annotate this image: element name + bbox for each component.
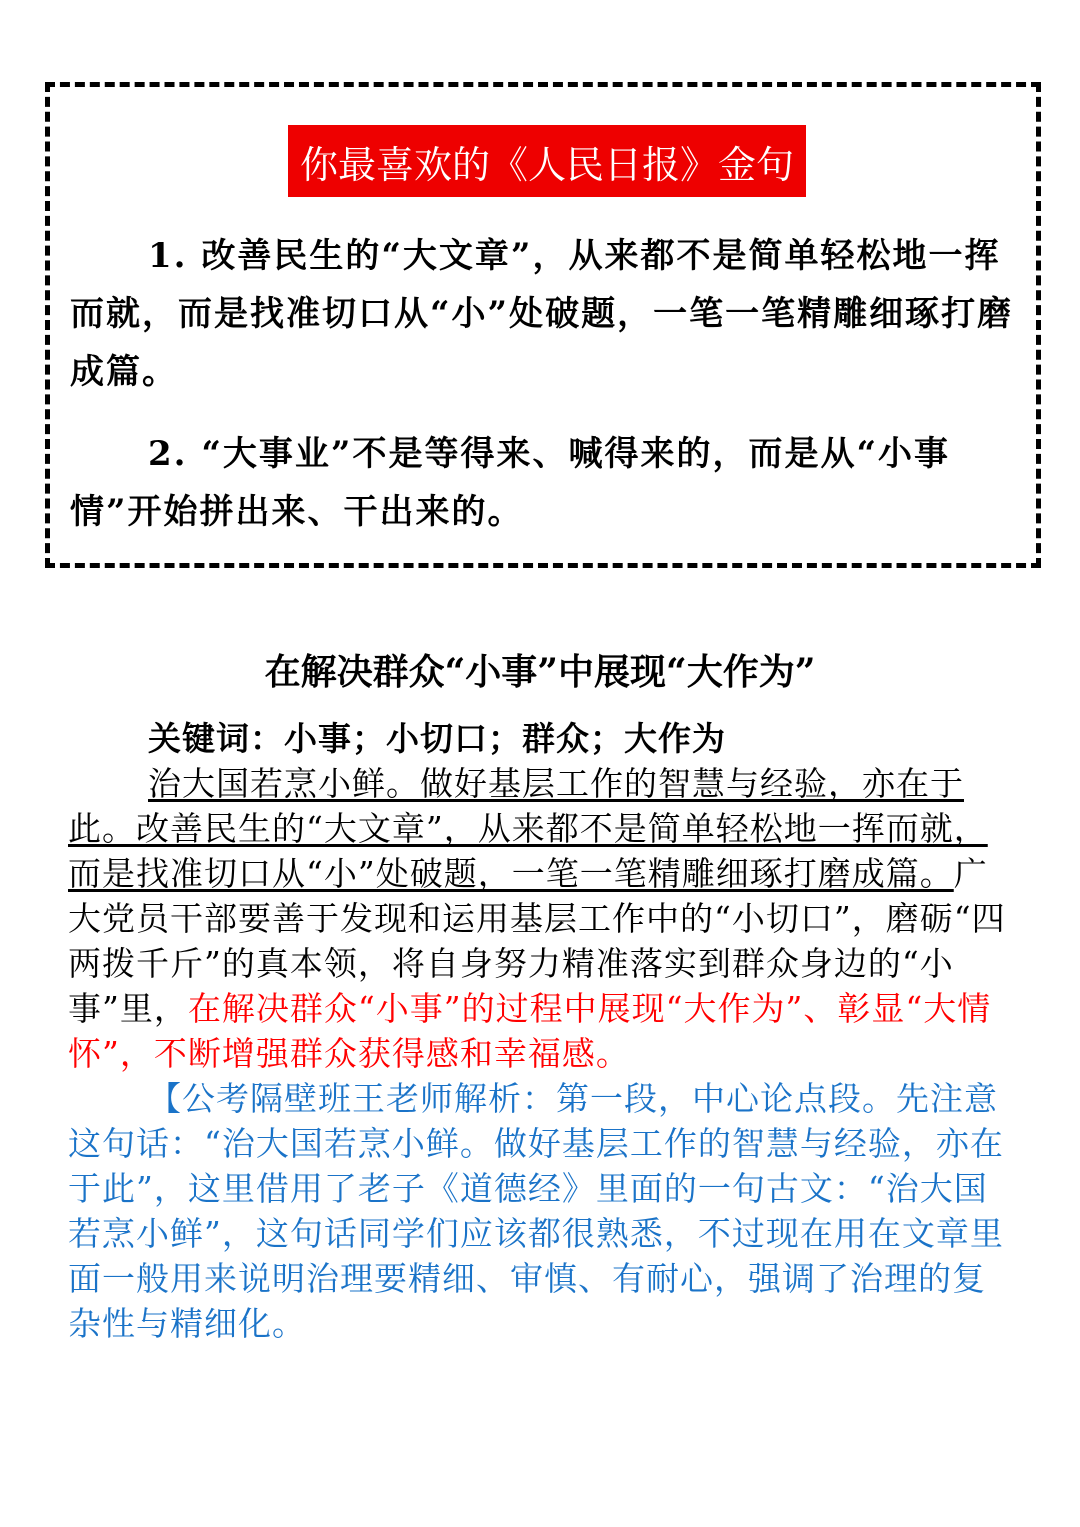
highlight-red-text: 在解决群众“小事”的过程中展现“大作为”、彰显“大情怀”，不断增强群众获得感和幸福感。 bbox=[68, 989, 992, 1073]
plain-text: 广大党员干部要善于发现和运用基层工作中的“小切口”，磨砺“四两拨千斤”的真本领，将自身努力精准落实到群众身边的“小事”里， bbox=[68, 854, 1006, 1028]
quote-title: 你最喜欢的《人民日报》金句 bbox=[299, 142, 794, 187]
underlined-text: 治大国若烹小鲜。做好基层工作的智慧与经验，亦在于此。改善民生的“大文章”，从来都不是简单轻松地一挥而就，而是找准切口从“小”处破题，一笔一笔精雕细琢打磨成篇。 bbox=[68, 764, 988, 893]
article-body bbox=[68, 716, 1018, 1346]
quote-item-2: 2. “大事业”不是等得来、喊得来的，而是从“小事情”开始拼出来、干出来的。 bbox=[70, 434, 950, 532]
article-keywords: 关键词：小事；小切口；群众；大作为 bbox=[148, 719, 726, 758]
quote-box bbox=[45, 82, 1041, 568]
article-title: 在解决群众“小事”中展现“大作为” bbox=[264, 651, 816, 693]
analysis-paragraph: 【公考隔壁班王老师解析：第一段，中心论点段。先注意这句话：“治大国若烹小鲜。做好基层工作的智慧与经验，亦在于此”，这里借用了老子《道德经》里面的一句古文：“治大国若烹小鲜”，这句话同学们应该都很熟悉，不过现在用在文章里面一般用来说明治理要精细、审慎、有耐心，强调了治理的复杂性与精细化。 bbox=[68, 1079, 1004, 1343]
quote-item-1: 1. 改善民生的“大文章”，从来都不是简单轻松地一挥而就，而是找准切口从“小”处破题，一笔一笔精雕细琢打磨成篇。 bbox=[70, 236, 1014, 392]
quote-title-banner bbox=[288, 125, 806, 197]
article-paragraph-1 bbox=[68, 761, 1018, 1076]
